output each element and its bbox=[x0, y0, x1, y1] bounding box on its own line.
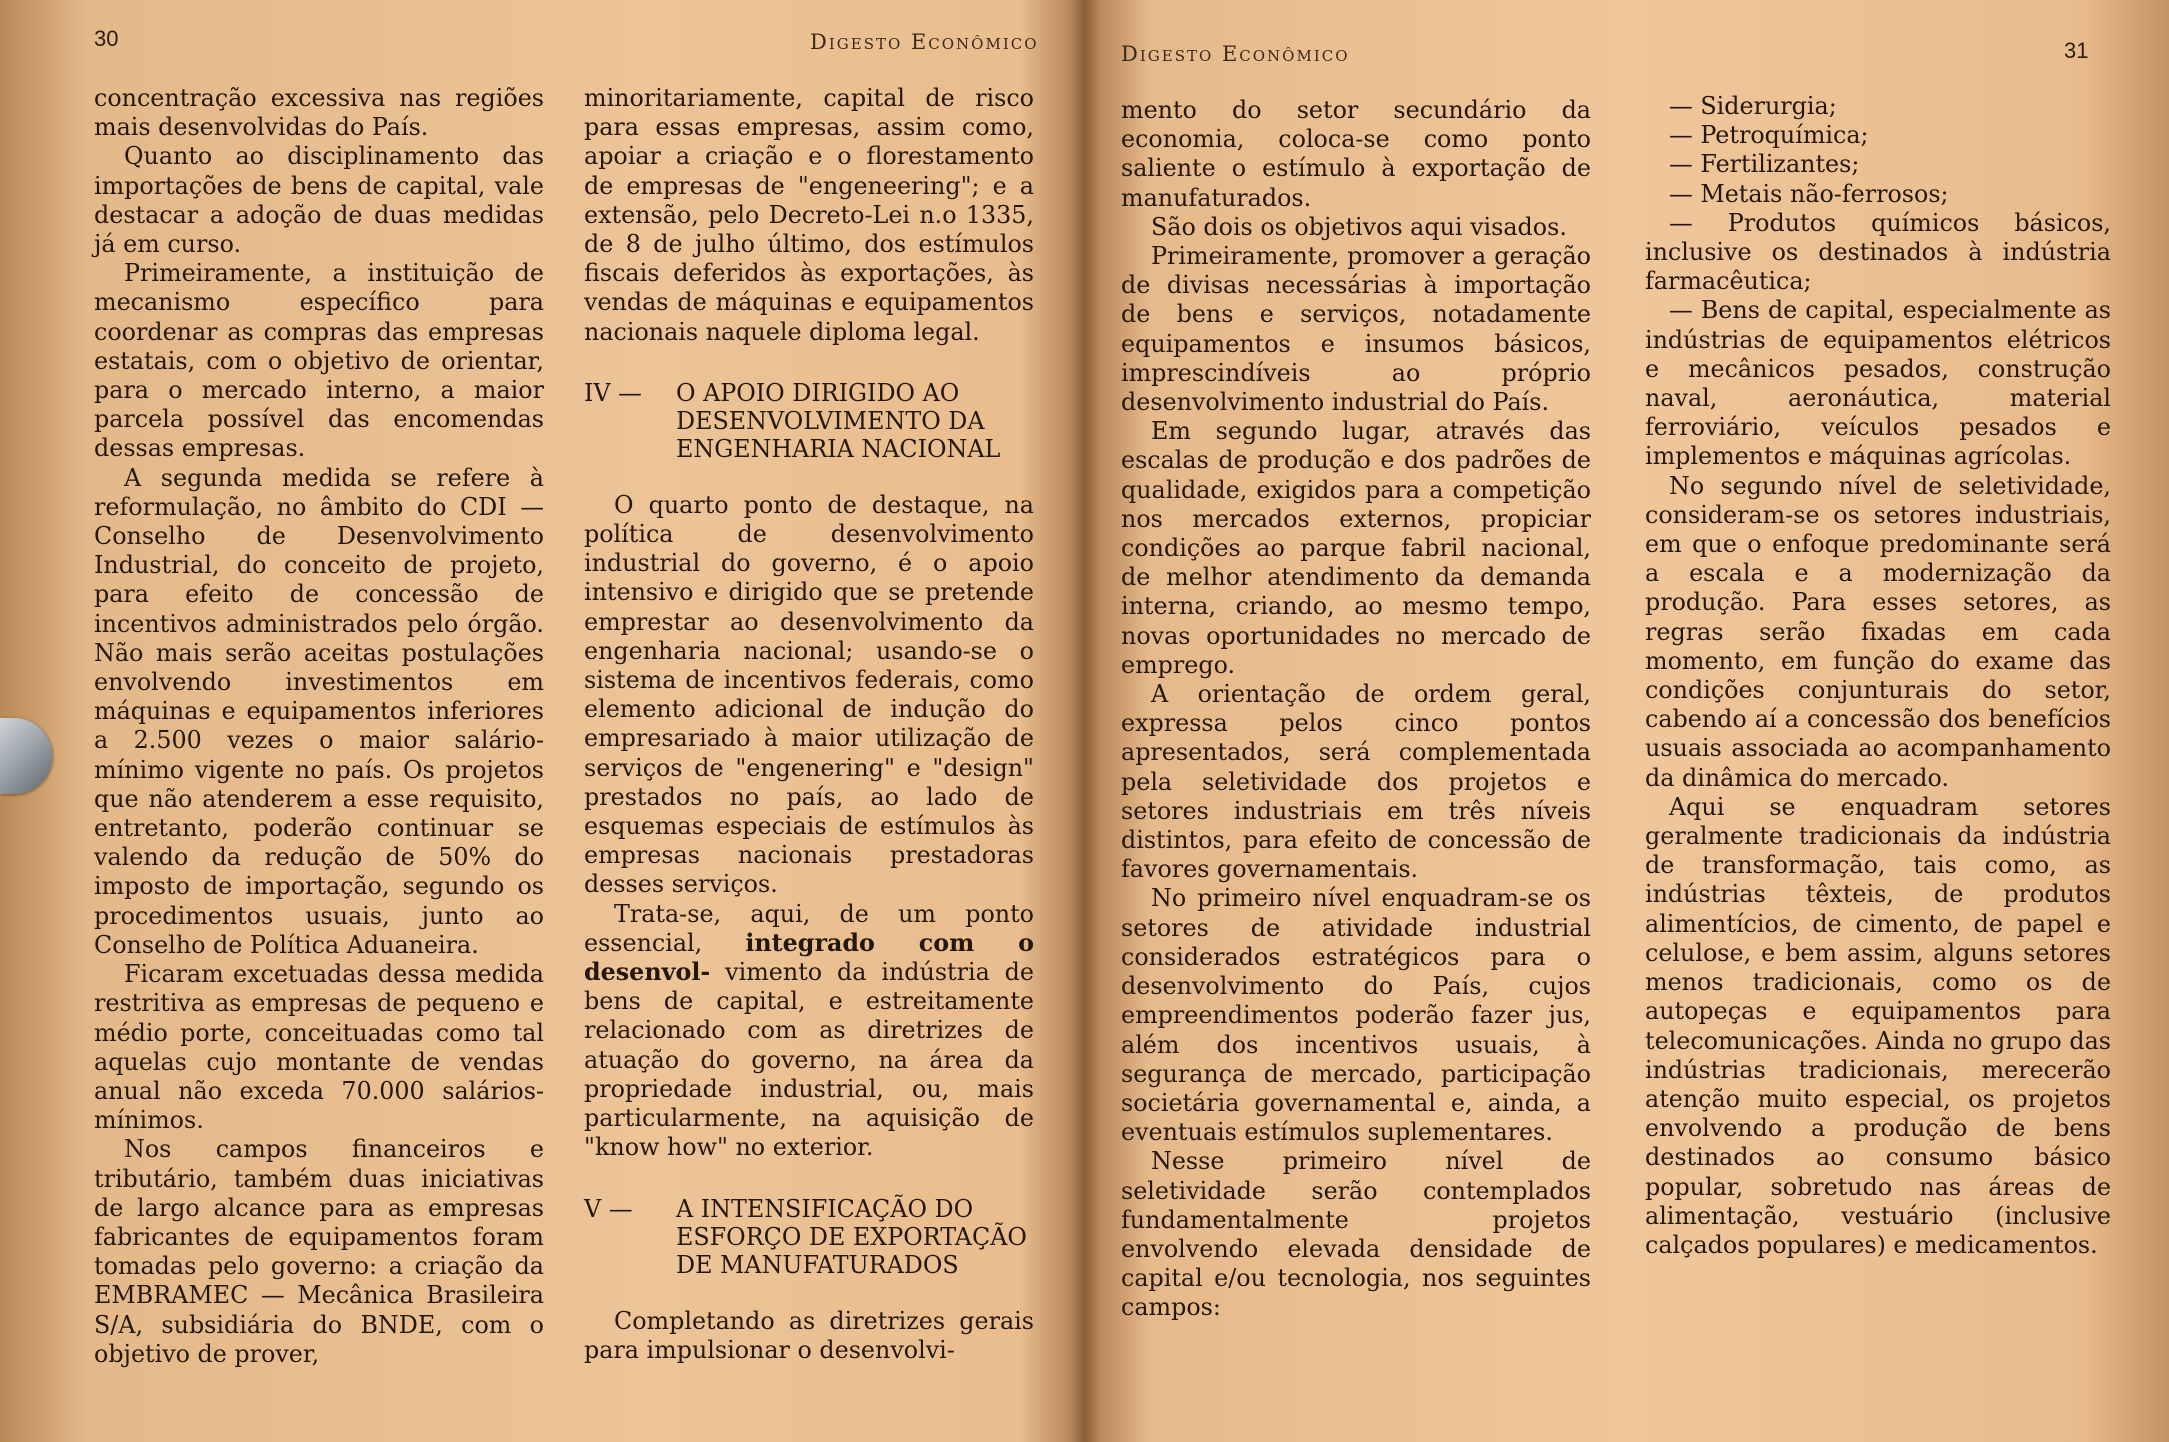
paragraph: Ficaram excetuadas dessa medida restritiva as empresas de pequeno e médio porte, conceituadas como tal aquelas cujo montante de vendas anual não exceda 70.000 salários-mínimos. bbox=[94, 960, 544, 1135]
right-running-head: Digesto Econômico bbox=[1121, 42, 1350, 66]
section-number: V — bbox=[584, 1194, 633, 1223]
list-item: — Siderurgia; bbox=[1669, 92, 1837, 120]
list-item: — Bens de capital, especialmente as indústrias de equipamentos elétricos e mecânicos pesados, construção naval, aeronáutica, material ferroviário, veículos pesados e implementos e máquinas agrícolas. bbox=[1645, 296, 2111, 471]
paragraph: Primeiramente, promover a geração de divisas necessárias à importação de bens e serviços, notadamente equipamentos e insumos básicos, imprescindíveis ao próprio desenvolvimento industrial do País. bbox=[1121, 242, 1591, 417]
right-column-2 bbox=[1645, 92, 2111, 1260]
paragraph: A orientação de ordem geral, expressa pelos cinco pontos apresentados, será complementada pela seletividade dos projetos e setores industriais em três níveis distintos, para efeito de concessão de favores governamentais. bbox=[1121, 680, 1591, 884]
paragraph: Aqui se enquadram setores geralmente tradicionais da indústria de transformação, tais como, as indústrias têxteis, de produtos alimentícios, de cimento, de papel e celulose, e bem assim, alguns setores menos tradicionais, como os de autopeças e equipamentos para telecomunicações. Ainda no grupo das indústrias tradicionais, merecerão atenção muito especial, os projetos envolvendo a produção de bens destinados ao consumo básico popular, sobretudo nas áreas de alimentação, vestuário (inclusive calçados populares) e medicamentos. bbox=[1645, 792, 2111, 1259]
page-clip-tab bbox=[0, 718, 52, 794]
left-column-1 bbox=[94, 84, 544, 1369]
list-item: — Petroquímica; bbox=[1669, 121, 1869, 150]
paragraph: Completando as diretrizes gerais para impulsionar o desenvolvi- bbox=[584, 1306, 1034, 1364]
list-item: — Fertilizantes; bbox=[1669, 150, 1860, 179]
section-title: O APOIO DIRIGIDO AO DESENVOLVIMENTO DA ENGENHARIA NACIONAL bbox=[676, 378, 1001, 463]
left-page-number: 30 bbox=[94, 26, 119, 51]
right-page-number: 31 bbox=[2064, 38, 2089, 63]
section-title: A INTENSIFICAÇÃO DO ESFORÇO DE EXPORTAÇÃO DE MANUFATURADOS bbox=[676, 1194, 1027, 1279]
right-page bbox=[1085, 0, 2169, 1442]
text-run: vimento da indústria de bens de capital, e estreitamente relacionado com as diretrizes de atuação do governo, na área da propriedade industrial, ou, mais particularmente, na aquisição de "know how" no exterior. bbox=[584, 958, 1034, 1162]
paragraph: Nos campos financeiros e tributário, também duas iniciativas de largo alcance para as empresas fabricantes de equipamentos foram tomadas pelo governo: a criação da EMBRAMEC — Mecânica Brasileira S/A, subsidiária do BNDE, com o objetivo de prover, bbox=[94, 1135, 544, 1368]
paragraph bbox=[584, 900, 1034, 1163]
paragraph: A segunda medida se refere à reformulação, no âmbito do CDI — Conselho de Desenvolvimento Industrial, do conceito de projeto, para efeito de concessão de incentivos administrados pelo órgão. Não mais serão aceitas postulações envolvendo investimentos em máquinas e equipamentos inferiores a 2.500 vezes o maior salário-mínimo vigente no país. Os projetos que não atenderem a esse requisito, entretanto, poderão continuar se valendo da redução de 50% do imposto de importação, segundo os procedimentos usuais, junto ao Conselho de Política Aduaneira. bbox=[94, 463, 544, 959]
paragraph: Quanto ao disciplinamento das importações de bens de capital, vale destacar a adoção de duas medidas já em curso. bbox=[94, 142, 544, 259]
paragraph: minoritariamente, capital de risco para essas empresas, assim como, apoiar a criação e o florestamento de empresas de "engeneering"; e a extensão, pelo Decreto-Lei n.o 1335, de 8 de julho último, dos estímulos fiscais deferidos às exportações, às vendas de máquinas e equipamentos nacionais naquele diploma legal. bbox=[584, 84, 1034, 346]
left-running-head: Digesto Econômico bbox=[810, 30, 1039, 54]
left-column-2 bbox=[584, 84, 1034, 1365]
paragraph: O quarto ponto de destaque, na política de desenvolvimento industrial do governo, é o apoio intensivo e dirigido que se pretende emprestar ao desenvolvimento da engenharia nacional; usando-se o sistema de incentivos federais, como elemento adicional de indução do empresariado à maior utilização de serviços de "engenering" e "design" prestados no país, ao lado de esquemas especiais de estímulos às empresas nacionais prestadoras desses serviços. bbox=[584, 490, 1034, 899]
paragraph: mento do setor secundário da economia, coloca-se como ponto saliente o estímulo à exportação de manufaturados. bbox=[1121, 96, 1591, 212]
section-heading-v bbox=[584, 1195, 1034, 1279]
paragraph: concentração excessiva nas regiões mais desenvolvidas do País. bbox=[94, 84, 544, 142]
paragraph: Em segundo lugar, através das escalas de produção e dos padrões de qualidade, exigidos para a competição nos mercados externos, propiciar condições ao parque fabril nacional, de melhor atendimento da demanda interna, criando, ao mesmo tempo, novas oportunidades no mercado de emprego. bbox=[1121, 417, 1591, 679]
list-item: — Metais não-ferrosos; bbox=[1669, 179, 1949, 208]
paragraph: Primeiramente, a instituição de mecanismo específico para coordenar as compras das empresas estatais, com o objetivo de orientar, para o mercado interno, a maior parcela possível das encomendas dessas empresas. bbox=[94, 259, 544, 463]
left-page bbox=[0, 0, 1084, 1442]
bold-text-run: integrado com o desenvol- bbox=[584, 928, 1034, 987]
section-heading-iv bbox=[584, 379, 1034, 463]
paragraph: No primeiro nível enquadram-se os setores de atividade industrial considerados estratégicos para o desenvolvimento do País, cujos empreendimentos poderão fazer jus, além dos incentivos usuais, à segurança de mercado, participação societária governamental e, ainda, a eventuais estímulos suplementares. bbox=[1121, 884, 1591, 1147]
section-number: IV — bbox=[584, 378, 642, 407]
list-item: — Produtos químicos básicos, inclusive os destinados à indústria farmacêutica; bbox=[1645, 208, 2111, 296]
paragraph: No segundo nível de seletividade, consideram-se os setores industriais, em que o enfoque predominante será a escala e a modernização da produção. Para esses setores, as regras serão fixadas em cada momento, em função do exame das condições conjunturais do setor, cabendo aí a concessão dos benefícios usuais associada ao acompanhamento da dinâmica do mercado. bbox=[1645, 471, 2111, 792]
paragraph: Nesse primeiro nível de seletividade serão contemplados fundamentalmente projetos envolvendo elevada densidade de capital e/ou tecnologia, nos seguintes campos: bbox=[1121, 1147, 1591, 1322]
right-column-1 bbox=[1121, 96, 1591, 1323]
text-run: Trata-se, aqui, de um ponto essencial, bbox=[584, 899, 1034, 957]
paragraph: São dois os objetivos aqui visados. bbox=[1151, 212, 1567, 241]
